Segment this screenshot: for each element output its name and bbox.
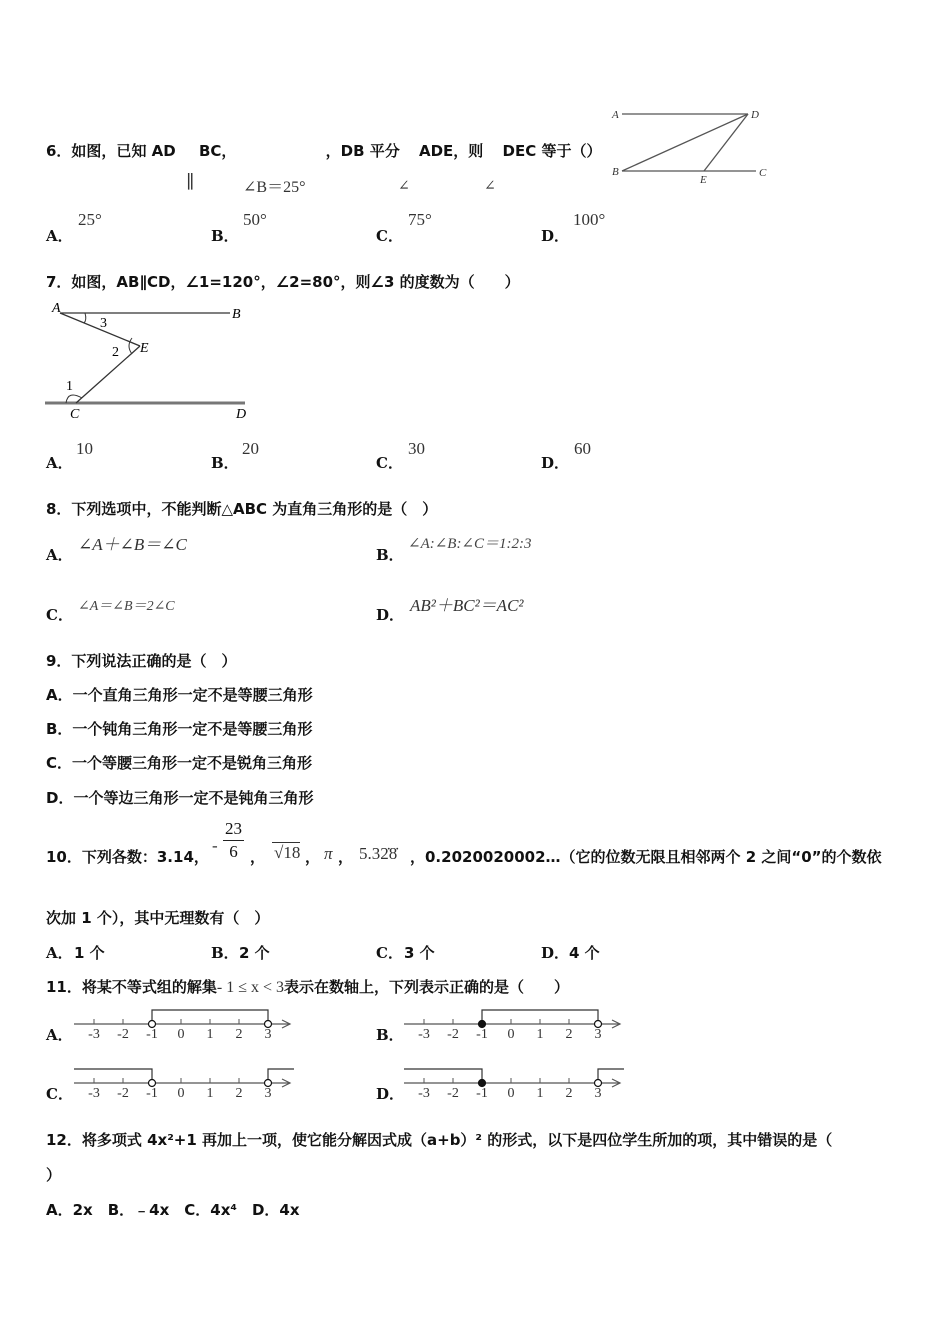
- q11-option-d-letter[interactable]: D．: [376, 1085, 405, 1103]
- axis-tick-label: -2: [447, 1086, 459, 1101]
- axis-tick-label: 3: [594, 1027, 602, 1042]
- axis-tick-label: -3: [88, 1027, 100, 1042]
- solution-bracket-left: [404, 1069, 482, 1083]
- q10-option-d-letter[interactable]: D．: [541, 944, 570, 962]
- q8-option-d-value: AB²＋BC²＝AC²: [410, 596, 524, 615]
- q12-stem: 12．将多项式 4x²+1 再加上一项，使它能分解因式成（a+b）² 的形式，以下是四位学生所加的项，其中错误的是（: [46, 1131, 833, 1149]
- endpoint-right: [265, 1080, 272, 1087]
- endpoint-right: [265, 1021, 272, 1028]
- solution-bracket-right: [598, 1069, 624, 1083]
- axis-tick-label: 1: [206, 1086, 214, 1101]
- q8-stem: 8．下列选项中，不能判断△ABC 为直角三角形的是（ ）: [46, 500, 438, 518]
- q6-line-bd: [622, 114, 748, 171]
- axis-tick-label: -1: [476, 1027, 488, 1042]
- solution-bracket-right: [268, 1069, 294, 1083]
- q9-stem: 9．下列说法正确的是（ ）: [46, 652, 237, 670]
- axis-tick-label: -3: [418, 1086, 430, 1101]
- axis-tick-label: 0: [177, 1027, 185, 1042]
- q6-stem-part: BC，: [198, 142, 237, 160]
- q6-label-c: C: [759, 167, 767, 179]
- q7-option-a-letter[interactable]: A．: [46, 454, 73, 472]
- q10-option-b-value: 2 个: [239, 944, 270, 962]
- axis-tick-label: -3: [88, 1086, 100, 1101]
- q6-option-d-value: 100°: [573, 210, 606, 229]
- axis-tick-label: 3: [264, 1086, 272, 1101]
- q10-option-a-letter[interactable]: A．: [46, 944, 73, 962]
- q8-option-c-letter[interactable]: C．: [46, 606, 73, 624]
- q7-label-1: 1: [66, 379, 73, 394]
- axis-tick-label: 2: [565, 1086, 573, 1101]
- q7-label-3: 3: [100, 316, 107, 331]
- endpoint-right: [595, 1021, 602, 1028]
- q9-option-c[interactable]: C．一个等腰三角形一定不是锐角三角形: [46, 754, 313, 772]
- q7-line-ec: [76, 346, 140, 403]
- q12-options[interactable]: A．2x B．﹣4x C．4x⁴ D．4x: [46, 1201, 300, 1219]
- axis-tick-label: -3: [418, 1027, 430, 1042]
- q11-numberline-c: [70, 1064, 300, 1104]
- q7-label-b: B: [232, 307, 241, 322]
- q7-option-b-letter[interactable]: B．: [211, 454, 239, 472]
- q10-fraction: [223, 818, 244, 863]
- q11-numberline-d: [400, 1064, 630, 1104]
- q7-label-c: C: [70, 407, 80, 422]
- q6-parallel-symbol: ∥: [186, 172, 195, 192]
- axis-tick-label: -2: [447, 1027, 459, 1042]
- q6-option-c-value: 75°: [408, 210, 432, 229]
- q6-stem: [46, 140, 601, 161]
- axis-tick-label: 3: [264, 1027, 272, 1042]
- q7-stem: 7．如图，AB∥CD，∠1=120°，∠2=80°，则∠3 的度数为（ ）: [46, 273, 520, 291]
- q6-label-b: B: [612, 166, 619, 178]
- axis-tick-label: -2: [117, 1086, 129, 1101]
- axis-tick-label: 0: [177, 1086, 185, 1101]
- axis-tick-label: 2: [235, 1027, 243, 1042]
- q7-option-d-value: 60: [574, 439, 591, 458]
- q11-stem-part: 表示在数轴上，下列表示正确的是（ ）: [284, 978, 570, 996]
- axis-tick-label: -2: [117, 1027, 129, 1042]
- endpoint-left: [149, 1080, 156, 1087]
- axis-tick-label: -1: [146, 1086, 158, 1101]
- axis-tick-label: 2: [235, 1086, 243, 1101]
- q6-angle-symbol: ∠: [484, 179, 496, 194]
- axis-tick-label: 1: [206, 1027, 214, 1042]
- q9-option-b[interactable]: B．一个钝角三角形一定不是等腰三角形: [46, 720, 313, 738]
- q11-option-a-letter[interactable]: A．: [46, 1026, 73, 1044]
- q10-option-c-letter[interactable]: C．: [376, 944, 403, 962]
- q10-stem-cont: ，0.2020020002…（它的位数无限且相邻两个 2 之间“0”的个数依: [410, 848, 882, 866]
- q7-label-d: D: [236, 407, 247, 422]
- q6-figure: [608, 100, 778, 190]
- q10-stem-end: 次加 1 个），其中无理数有（ ）: [46, 909, 270, 927]
- q10-separator: ，: [338, 848, 354, 866]
- axis-tick-label: 2: [565, 1027, 573, 1042]
- q9-option-a[interactable]: A．一个直角三角形一定不是等腰三角形: [46, 686, 313, 704]
- q10-repeating-decimal: 5.32̇8̇: [359, 844, 398, 863]
- q7-option-c-letter[interactable]: C．: [376, 454, 403, 472]
- axis-tick-label: 0: [507, 1027, 515, 1042]
- q11-stem-part: 11．将某不等式组的解集: [46, 978, 217, 996]
- axis-tick-label: -1: [476, 1086, 488, 1101]
- q8-option-b-value: ∠A:∠B:∠C＝1:2:3: [408, 536, 532, 552]
- q10-negative-sign: -: [212, 836, 218, 855]
- endpoint-left: [479, 1080, 486, 1087]
- q8-option-b-letter[interactable]: B．: [376, 546, 404, 564]
- q10-option-d-value: 4 个: [569, 944, 600, 962]
- q9-option-d[interactable]: D．一个等边三角形一定不是钝角三角形: [46, 789, 314, 807]
- q8-option-a-value: ∠A＋∠B＝∠C: [78, 535, 187, 554]
- endpoint-left: [479, 1021, 486, 1028]
- q7-label-a: A: [52, 301, 61, 316]
- q10-fraction-numerator: 23: [223, 818, 244, 841]
- q10-fraction-denominator: 6: [229, 842, 238, 862]
- q6-label-e: E: [700, 174, 707, 186]
- solution-bracket-left: [74, 1069, 152, 1083]
- q6-stem-part: ，DB 平分: [325, 142, 400, 160]
- axis-tick-label: 3: [594, 1086, 602, 1101]
- q7-figure: [40, 296, 260, 426]
- endpoint-left: [149, 1021, 156, 1028]
- q10-option-c-value: 3 个: [404, 944, 435, 962]
- q10-option-b-letter[interactable]: B．: [211, 944, 239, 962]
- q6-option-c-letter[interactable]: C．: [376, 227, 403, 245]
- q6-angle-symbol: ∠: [398, 179, 410, 194]
- q12-stem-cont: ）: [46, 1166, 62, 1184]
- q11-stem: [46, 976, 569, 997]
- q6-stem-part: 6．如图，已知 AD: [46, 142, 176, 160]
- axis-tick-label: 1: [536, 1027, 544, 1042]
- q10-stem-start: 10．下列各数：3.14，: [46, 848, 209, 866]
- q8-option-d-letter[interactable]: D．: [376, 606, 405, 624]
- q8-option-a-letter[interactable]: A．: [46, 546, 73, 564]
- q11-inequality: - 1 ≤ x < 3: [216, 979, 285, 996]
- q6-option-b-value: 50°: [243, 210, 267, 229]
- q11-numberline-b: [400, 1005, 630, 1045]
- axis-tick-label: 0: [507, 1086, 515, 1101]
- q6-option-a-letter[interactable]: A．: [46, 227, 73, 245]
- q6-stem-part: DEC 等于（）: [502, 142, 602, 160]
- q7-option-c-value: 30: [408, 439, 425, 458]
- q10-option-a-value: 1 个: [74, 944, 105, 962]
- q7-label-e: E: [140, 341, 149, 356]
- q6-option-a-value: 25°: [78, 210, 102, 229]
- q10-separator: ，: [305, 848, 321, 866]
- q7-option-d-letter[interactable]: D．: [541, 454, 570, 472]
- q6-option-d-letter[interactable]: D．: [541, 227, 570, 245]
- q7-arc-2: [129, 338, 132, 354]
- q10-sqrt: √18: [274, 843, 301, 862]
- q11-option-c-letter[interactable]: C．: [46, 1085, 73, 1103]
- q11-numberline-a: [70, 1005, 300, 1045]
- q6-label-d: D: [751, 109, 759, 121]
- q6-label-a: A: [612, 109, 619, 121]
- q8-option-c-value: ∠A＝∠B＝2∠C: [78, 599, 175, 614]
- q7-label-2: 2: [112, 345, 119, 360]
- q7-option-a-value: 10: [76, 439, 93, 458]
- q10-separator: ，: [250, 848, 266, 866]
- q10-pi: π: [324, 844, 333, 863]
- endpoint-right: [595, 1080, 602, 1087]
- q7-option-b-value: 20: [242, 439, 259, 458]
- axis-tick-label: 1: [536, 1086, 544, 1101]
- q11-option-b-letter[interactable]: B．: [376, 1026, 404, 1044]
- q6-option-b-letter[interactable]: B．: [211, 227, 239, 245]
- q6-given: ∠B＝25°: [243, 179, 306, 196]
- q7-arc-3: [84, 313, 86, 323]
- axis-tick-label: -1: [146, 1027, 158, 1042]
- q6-stem-part: ADE，则: [419, 142, 484, 160]
- q6-line-ed: [704, 114, 748, 171]
